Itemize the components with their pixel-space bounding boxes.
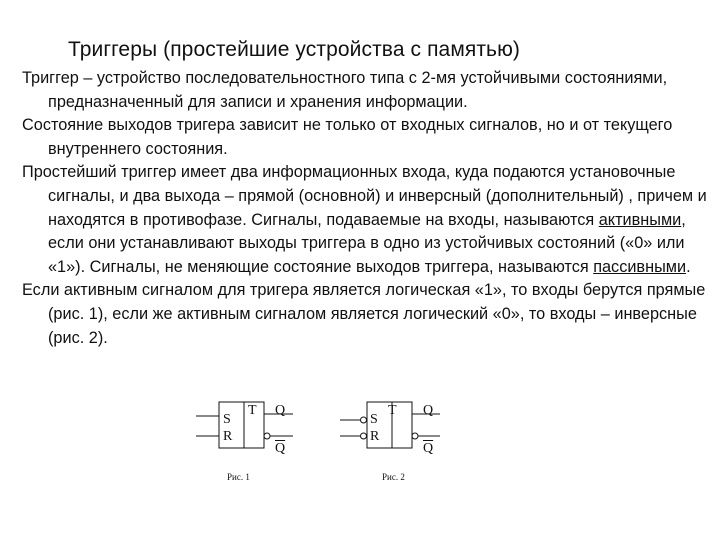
inputs-text: Простейший триггер имеет два информационных входа, куда подаются установочные сигналы, и два выхода – прямой (основной) и инверсный (дополнительный) , причем и находятся в противофазе. Сигналы, подаваемые на входы, называются — [22, 163, 707, 229]
inversion-circle — [412, 433, 418, 439]
passive-word: пассивными — [593, 257, 687, 276]
input-r-inversion-circle — [361, 433, 367, 439]
term-trigger: Триггер — [22, 69, 79, 87]
active-word: активными — [598, 210, 682, 229]
slide-title: Триггеры (простейшие устройства с памятью) — [68, 38, 521, 61]
label-s: S — [223, 412, 231, 427]
label-t: T — [248, 403, 257, 418]
paragraph-definition — [22, 67, 710, 114]
label-t: T — [388, 403, 397, 418]
caption-fig-1: Рис. 1 — [227, 472, 250, 482]
paragraph-state: Состояние выходов тригера зависит не только от входных сигналов, но и от текущего внутреннего состояния. — [22, 116, 673, 158]
paragraph-inputs — [22, 161, 710, 279]
paragraph-active-signal: Если активным сигналом для тригера является логическая «1», то входы берутся прямые (рис. 1), если же активным сигналом является логический «0», то входы – инверсные (рис. 2). — [22, 281, 706, 347]
label-r: R — [223, 429, 233, 444]
label-q: Q — [423, 403, 434, 418]
input-s-inversion-circle — [361, 417, 367, 423]
label-q-inverse: $\overline{Q}$ — [275, 441, 286, 456]
inputs-text-middle: , если они устанавливают выходы триггера в одно из устойчивых состояний («0» или «1»). Сигналы, не меняющие состояние выходов триггера, называются — [48, 210, 686, 276]
definition-text: – устройство последовательностного типа с 2-мя устойчивыми состояниями, предназначенный для записи и хранения информации. — [48, 69, 668, 111]
body-text — [22, 67, 710, 350]
label-q-inverse: $\overline{Q}$ — [423, 441, 434, 456]
figure-1-rs-trigger — [196, 396, 306, 486]
figure-2-rs-trigger — [340, 396, 450, 486]
label-q: Q — [275, 403, 286, 418]
caption-fig-2: Рис. 2 — [382, 472, 405, 482]
inputs-text-end: . — [686, 257, 691, 276]
label-r: R — [370, 429, 380, 444]
label-s: S — [370, 412, 378, 427]
inversion-circle — [264, 433, 270, 439]
